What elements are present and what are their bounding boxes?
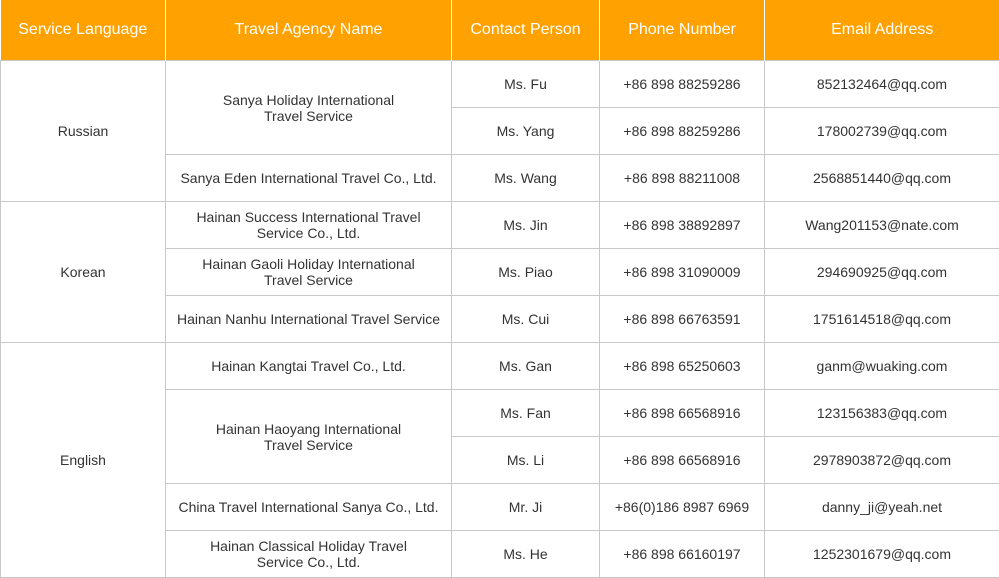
agency-name: Hainan Gaoli Holiday International Travel Service <box>202 256 415 288</box>
agency-cell <box>166 61 452 155</box>
agency-cell <box>166 390 452 484</box>
phone-cell: +86 898 88259286 <box>600 108 765 155</box>
table-row <box>1 61 999 108</box>
contact-person-cell: Ms. He <box>452 531 600 578</box>
phone-cell: +86 898 38892897 <box>600 202 765 249</box>
contact-person-cell: Ms. Yang <box>452 108 600 155</box>
email-cell: 852132464@qq.com <box>765 61 999 108</box>
agency-name: Hainan Classical Holiday Travel Service Co., Ltd. <box>210 538 407 570</box>
header-travel-agency-name: Travel Agency Name <box>166 0 452 61</box>
phone-cell: +86 898 66568916 <box>600 390 765 437</box>
agency-name: Sanya Holiday International Travel Service <box>222 91 395 124</box>
contact-person-cell: Ms. Piao <box>452 249 600 296</box>
agency-cell <box>166 484 452 531</box>
language-cell-english: English <box>1 343 166 578</box>
email-cell: 178002739@qq.com <box>765 108 999 155</box>
agency-name: Sanya Eden International Travel Co., Ltd. <box>180 170 437 186</box>
agency-cell <box>166 249 452 296</box>
agency-name: Hainan Nanhu International Travel Service <box>176 311 441 327</box>
table-body <box>1 61 999 578</box>
email-cell: 294690925@qq.com <box>765 249 999 296</box>
email-cell: danny_ji@yeah.net <box>765 484 999 531</box>
phone-cell: +86(0)186 8987 6969 <box>600 484 765 531</box>
agency-cell <box>166 296 452 343</box>
email-cell: ganm@wuaking.com <box>765 343 999 390</box>
language-cell-russian: Russian <box>1 61 166 202</box>
phone-cell: +86 898 65250603 <box>600 343 765 390</box>
table-row <box>1 343 999 390</box>
email-cell: 2978903872@qq.com <box>765 437 999 484</box>
table-header <box>1 0 999 61</box>
email-cell: 1252301679@qq.com <box>765 531 999 578</box>
agency-cell <box>166 202 452 249</box>
contact-person-cell: Ms. Wang <box>452 155 600 202</box>
agency-name: Hainan Success International Travel Service Co., Ltd. <box>196 209 421 241</box>
email-cell: Wang201153@nate.com <box>765 202 999 249</box>
contact-person-cell: Mr. Ji <box>452 484 600 531</box>
agency-name: Hainan Kangtai Travel Co., Ltd. <box>211 358 406 374</box>
agency-cell <box>166 531 452 578</box>
contact-person-cell: Ms. Fan <box>452 390 600 437</box>
contact-person-cell: Ms. Gan <box>452 343 600 390</box>
phone-cell: +86 898 66568916 <box>600 437 765 484</box>
header-service-language: Service Language <box>1 0 166 61</box>
header-phone-number: Phone Number <box>600 0 765 61</box>
agency-name: China Travel International Sanya Co., Ltd. <box>178 499 439 515</box>
header-row <box>1 0 999 61</box>
contact-person-cell: Ms. Fu <box>452 61 600 108</box>
phone-cell: +86 898 31090009 <box>600 249 765 296</box>
phone-cell: +86 898 66763591 <box>600 296 765 343</box>
agency-cell <box>166 155 452 202</box>
contact-person-cell: Ms. Cui <box>452 296 600 343</box>
email-cell: 1751614518@qq.com <box>765 296 999 343</box>
phone-cell: +86 898 66160197 <box>600 531 765 578</box>
phone-cell: +86 898 88259286 <box>600 61 765 108</box>
email-cell: 2568851440@qq.com <box>765 155 999 202</box>
header-contact-person: Contact Person <box>452 0 600 61</box>
contact-person-cell: Ms. Jin <box>452 202 600 249</box>
table-row <box>1 202 999 249</box>
phone-cell: +86 898 88211008 <box>600 155 765 202</box>
header-email-address: Email Address <box>765 0 999 61</box>
agency-cell <box>166 343 452 390</box>
email-cell: 123156383@qq.com <box>765 390 999 437</box>
language-cell-korean: Korean <box>1 202 166 343</box>
agency-name: Hainan Haoyang International Travel Service <box>215 420 402 453</box>
contact-person-cell: Ms. Li <box>452 437 600 484</box>
